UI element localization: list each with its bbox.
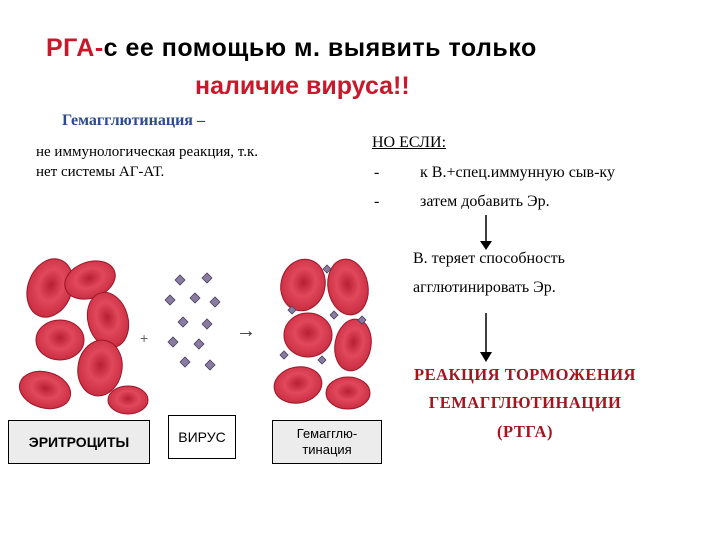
hemagglutination-line-1: не иммунологическая реакция, т.к.	[36, 144, 258, 160]
red-blood-cells	[15, 252, 148, 414]
virus-illustration	[160, 270, 230, 385]
hemagglutination-line-2: нет системы АГ-АТ.	[36, 164, 165, 180]
but-if-heading: НО ЕСЛИ:	[372, 134, 447, 151]
label-hemagglutination-line-1: Гемагглю-	[296, 426, 358, 441]
title-abbrev: РГА-	[46, 34, 104, 62]
title-line-2: наличие вируса!!	[195, 72, 410, 100]
hemagglutination-body	[36, 142, 258, 182]
label-virus: ВИРУС	[168, 415, 236, 459]
plus-sign: +	[140, 330, 149, 346]
erythrocytes-illustration	[10, 250, 160, 420]
step-2-dash: -	[374, 193, 380, 210]
reaction-line-1: РЕАКЦИЯ ТОРМОЖЕНИЯ	[414, 365, 636, 384]
result-line-2: агглютинировать Эр.	[413, 279, 556, 296]
hemagglutination-heading: Гемагглютинация –	[62, 112, 205, 129]
down-arrow-icon	[476, 313, 496, 363]
step-1-text: к В.+спец.иммунную сыв-ку	[420, 164, 615, 181]
title-text: с ее помощью м. выявить только	[103, 34, 537, 62]
label-hemagglutination	[272, 420, 382, 464]
title-line-1	[46, 34, 537, 63]
label-hemagglutination-line-2: тинация	[302, 442, 352, 457]
result-line-1: В. теряет способность	[413, 250, 565, 267]
virus-particles-icon	[165, 273, 220, 370]
agglutinated-cells	[271, 255, 375, 409]
reaction-line-3: (РТГА)	[497, 422, 553, 441]
reaction-arrow-icon: →	[236, 320, 256, 342]
step-1-dash: -	[374, 164, 380, 181]
step-2-text: затем добавить Эр.	[420, 193, 550, 210]
label-erythrocytes: ЭРИТРОЦИТЫ	[8, 420, 150, 464]
down-arrow-icon	[476, 215, 496, 251]
reaction-line-2: ГЕМАГГЛЮТИНАЦИИ	[428, 393, 622, 412]
hemagglutination-illustration	[268, 255, 380, 415]
